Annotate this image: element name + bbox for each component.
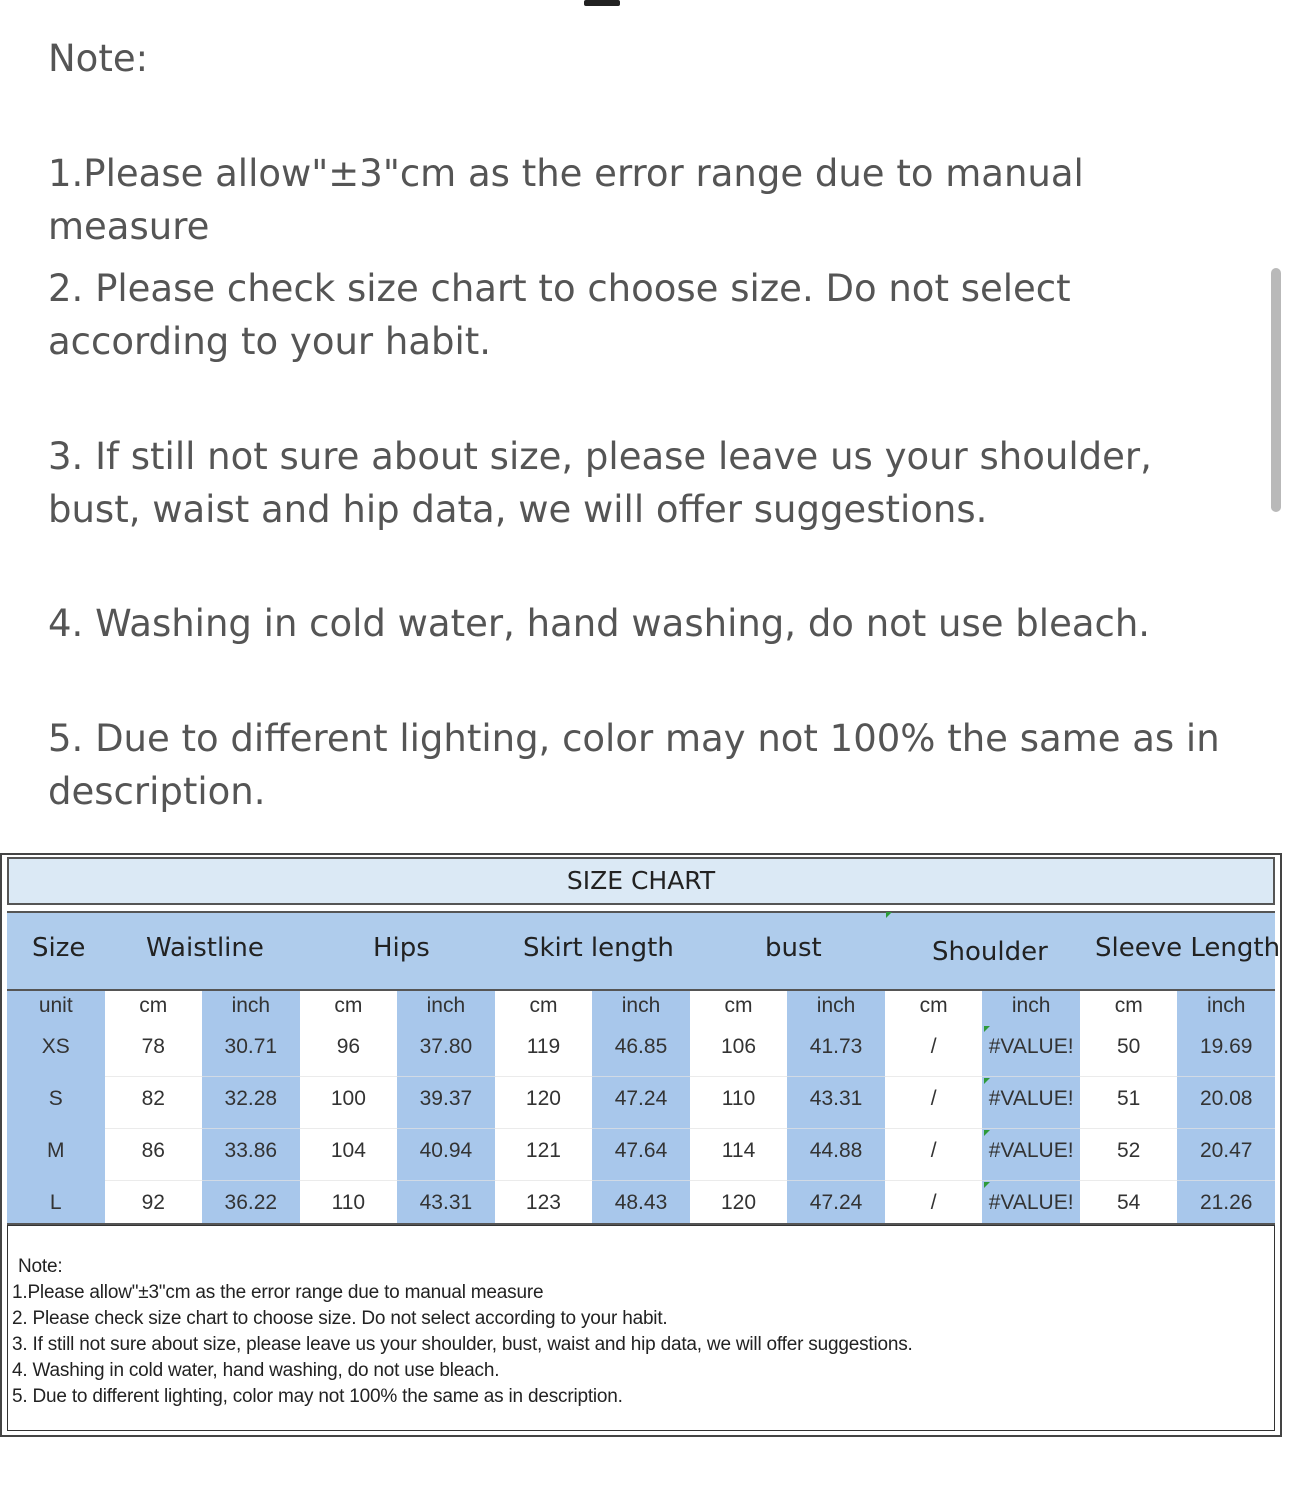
size-cell: 114 xyxy=(721,1139,756,1162)
size-cell: 47.64 xyxy=(614,1139,668,1162)
size-cell: S xyxy=(48,1087,63,1110)
header-sleeve-length: Sleeve Length xyxy=(1095,933,1281,963)
note-item-2: 2. Please check size chart to choose size. Do not select according to your habit. xyxy=(48,267,1071,363)
chart-note-item-3: 3. If still not sure about size, please leave us your shoulder, bust, waist and hip data, we will offer suggestions. xyxy=(12,1334,913,1355)
note-item-4: 4. Washing in cold water, hand washing, do not use bleach. xyxy=(48,602,1151,645)
size-cell: 43.31 xyxy=(809,1087,863,1110)
header-shoulder: Shoulder xyxy=(932,937,1048,967)
size-cell: 20.47 xyxy=(1199,1139,1253,1162)
row-separator xyxy=(105,1128,1275,1129)
unit-cell: inch xyxy=(621,994,661,1017)
unit-cell: cm xyxy=(334,994,363,1017)
size-cell: 92 xyxy=(141,1191,165,1214)
cell-comment-marker xyxy=(984,1182,990,1188)
size-cell: 47.24 xyxy=(614,1087,668,1110)
unit-cell: cm xyxy=(1114,994,1143,1017)
size-cell: 52 xyxy=(1117,1139,1141,1162)
cell-comment-marker xyxy=(984,1078,990,1084)
size-cell: 20.08 xyxy=(1199,1087,1253,1110)
note-item-1: 1.Please allow"±3"cm as the error range due to manual measure xyxy=(48,152,1084,248)
header-waistline: Waistline xyxy=(146,933,264,963)
size-cell: 30.71 xyxy=(224,1035,278,1058)
size-chart-title: SIZE CHART xyxy=(7,857,1275,905)
size-cell: 48.43 xyxy=(614,1191,668,1214)
size-cell: 123 xyxy=(525,1191,561,1214)
scrollbar-thumb[interactable] xyxy=(1271,268,1281,512)
cell-comment-marker xyxy=(984,1026,990,1032)
size-cell: 104 xyxy=(330,1139,366,1162)
size-cell: 47.24 xyxy=(809,1191,863,1214)
size-chart-table xyxy=(7,989,1275,1225)
size-cell: 40.94 xyxy=(419,1139,473,1162)
size-chart-image xyxy=(0,853,1282,1437)
size-cell: 33.86 xyxy=(224,1139,278,1162)
note-heading: Note: xyxy=(48,37,149,80)
chart-note-item-2: 2. Please check size chart to choose size. Do not select according to your habit. xyxy=(12,1308,668,1329)
note-item-3: 3. If still not sure about size, please leave us your shoulder, bust, waist and hip data, we will offer suggestions. xyxy=(48,435,1152,531)
chart-note-item-5: 5. Due to different lighting, color may not 100% the same as in description. xyxy=(12,1386,623,1407)
chart-note-heading: Note: xyxy=(18,1256,63,1277)
size-chart-notes xyxy=(7,1225,1275,1431)
size-cell: / xyxy=(930,1035,937,1058)
size-cell: #VALUE! xyxy=(988,1035,1074,1058)
size-cell: 39.37 xyxy=(419,1087,473,1110)
header-bust: bust xyxy=(765,933,822,963)
cell-comment-marker xyxy=(984,1130,990,1136)
sheet-drag-handle[interactable] xyxy=(584,0,620,6)
size-cell: 78 xyxy=(141,1035,165,1058)
size-cell: 100 xyxy=(330,1087,366,1110)
size-cell: 21.26 xyxy=(1199,1191,1253,1214)
size-cell: 121 xyxy=(525,1139,561,1162)
size-cell: M xyxy=(47,1139,65,1162)
size-cell: L xyxy=(49,1191,62,1214)
size-cell: XS xyxy=(41,1035,70,1058)
size-cell: #VALUE! xyxy=(988,1087,1074,1110)
size-cell: 82 xyxy=(141,1087,165,1110)
size-cell: 120 xyxy=(721,1191,757,1214)
unit-cell: cm xyxy=(529,994,558,1017)
size-cell: 96 xyxy=(336,1035,361,1058)
unit-cell: cm xyxy=(919,994,948,1017)
size-cell: 36.22 xyxy=(224,1191,278,1214)
size-cell: / xyxy=(930,1191,937,1214)
size-cell: 44.88 xyxy=(809,1139,863,1162)
unit-cell: unit xyxy=(38,994,73,1017)
size-cell: #VALUE! xyxy=(988,1139,1074,1162)
unit-cell: inch xyxy=(1206,994,1246,1017)
unit-cell: cm xyxy=(139,994,168,1017)
chart-note-item-4: 4. Washing in cold water, hand washing, do not use bleach. xyxy=(12,1360,500,1381)
unit-cell: inch xyxy=(426,994,466,1017)
size-cell: 119 xyxy=(526,1035,561,1058)
size-chart-header-row xyxy=(7,911,1281,989)
header-skirt-length: Skirt length xyxy=(523,933,674,963)
note-item-5: 5. Due to different lighting, color may not 100% the same as in description. xyxy=(48,717,1220,813)
unit-cell: inch xyxy=(231,994,271,1017)
size-cell: 106 xyxy=(721,1035,757,1058)
size-cell: 46.85 xyxy=(614,1035,668,1058)
chart-note-item-1: 1.Please allow"±3"cm as the error range due to manual measure xyxy=(12,1282,544,1303)
size-cell: 120 xyxy=(525,1087,561,1110)
unit-cell: inch xyxy=(1011,994,1051,1017)
size-cell: / xyxy=(930,1087,937,1110)
header-hips: Hips xyxy=(373,933,430,963)
row-separator xyxy=(105,1180,1275,1181)
size-cell: / xyxy=(930,1139,937,1162)
size-cell: 110 xyxy=(721,1087,756,1110)
size-cell: 86 xyxy=(141,1139,165,1162)
unit-cell: cm xyxy=(724,994,753,1017)
size-cell: 50 xyxy=(1117,1035,1141,1058)
size-cell: 54 xyxy=(1117,1191,1141,1214)
size-cell: 32.28 xyxy=(224,1087,278,1110)
size-cell: #VALUE! xyxy=(988,1191,1074,1214)
unit-cell: inch xyxy=(816,994,856,1017)
header-size: Size xyxy=(32,933,86,963)
size-cell: 37.80 xyxy=(419,1035,473,1058)
size-cell: 110 xyxy=(331,1191,366,1214)
size-cell: 51 xyxy=(1117,1087,1141,1110)
size-cell: 41.73 xyxy=(809,1035,863,1058)
cell-comment-marker xyxy=(886,912,892,918)
size-cell: 19.69 xyxy=(1199,1035,1253,1058)
size-cell: 43.31 xyxy=(419,1191,473,1214)
row-separator xyxy=(105,1076,1275,1077)
